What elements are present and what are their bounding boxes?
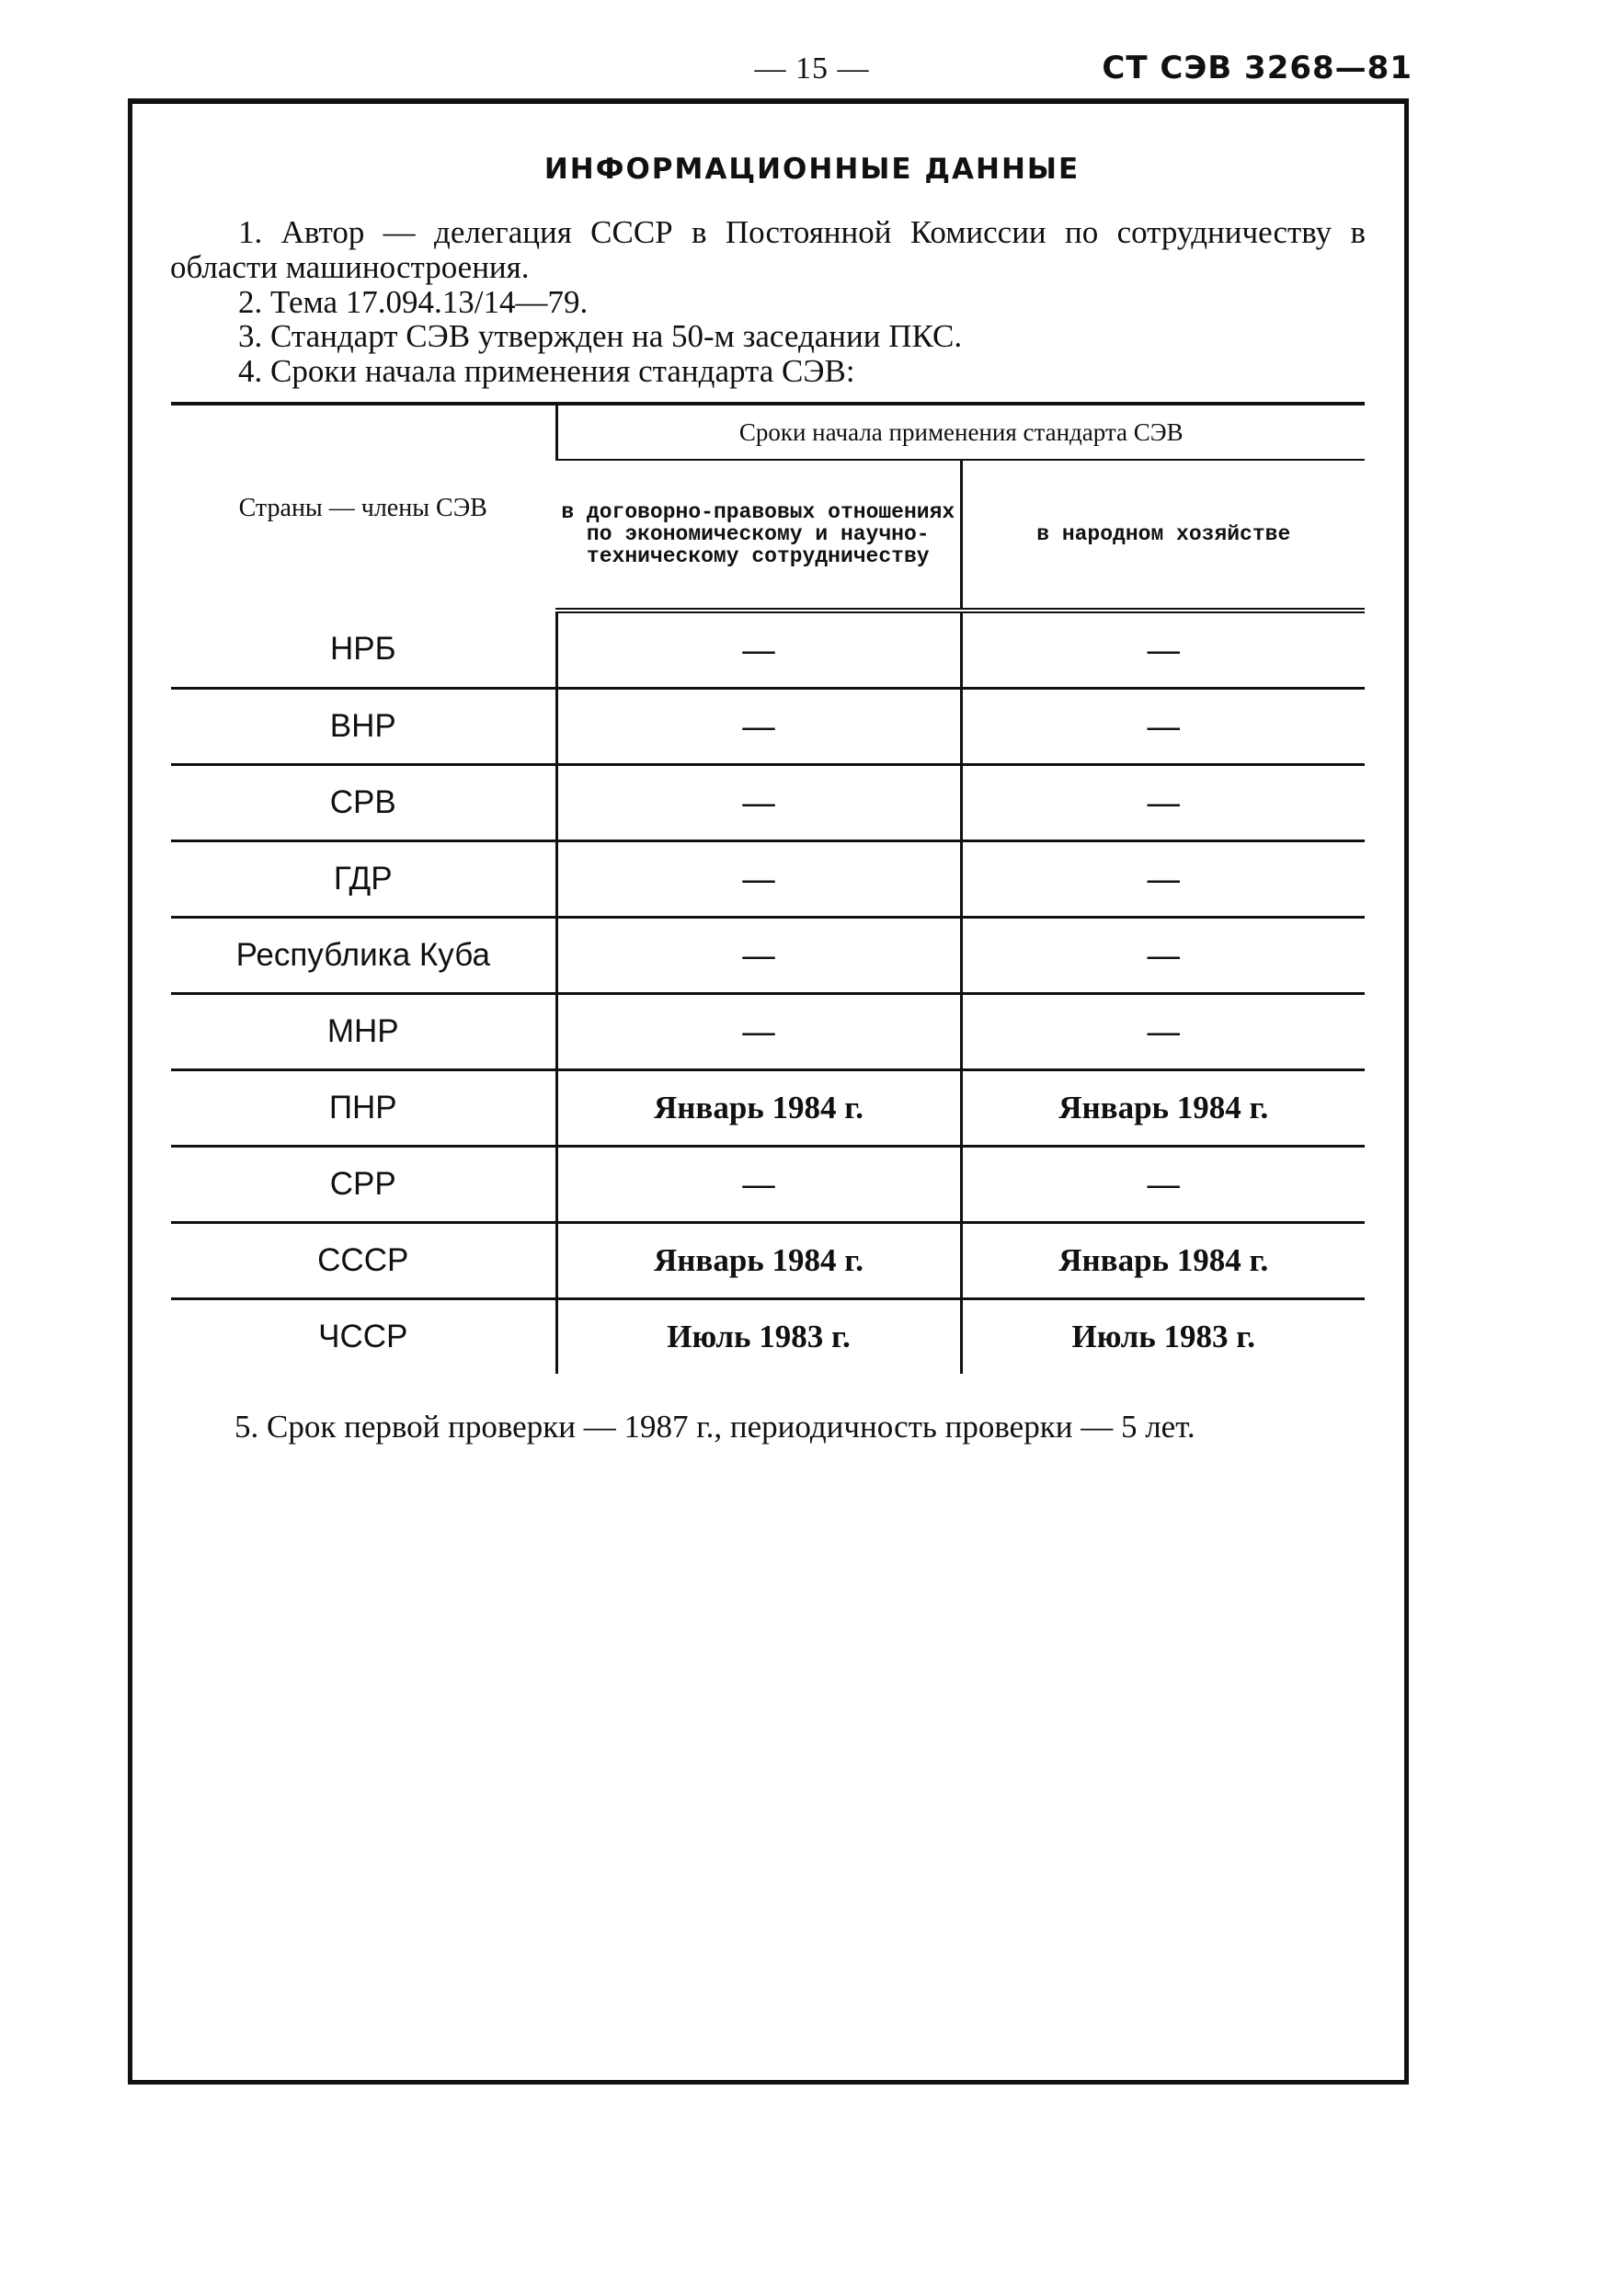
country-cell: СССР xyxy=(171,1223,556,1299)
contract-date-cell: Январь 1984 г. xyxy=(556,1070,961,1147)
contract-date-cell: — xyxy=(556,765,961,841)
country-cell: МНР xyxy=(171,994,556,1070)
application-dates-table xyxy=(171,402,1365,1374)
header-contract-relations: в договорно-правовых отношениях по экономическому и научно-техническому сотрудничеству xyxy=(556,460,961,611)
economy-date-cell: — xyxy=(961,841,1365,918)
page-number: — 15 — xyxy=(754,51,870,86)
contract-date-cell: — xyxy=(556,611,961,689)
country-cell: ВНР xyxy=(171,689,556,765)
table-row xyxy=(171,1299,1365,1375)
contract-date-cell: Январь 1984 г. xyxy=(556,1223,961,1299)
header-national-economy: в народном хозяйстве xyxy=(961,460,1365,611)
table-row xyxy=(171,611,1365,689)
table-row xyxy=(171,689,1365,765)
country-cell: НРБ xyxy=(171,611,556,689)
contract-date-cell: — xyxy=(556,918,961,994)
table-row xyxy=(171,765,1365,841)
country-cell: Республика Куба xyxy=(171,918,556,994)
header-application-dates: Сроки начала применения стандарта СЭВ xyxy=(556,404,1365,460)
economy-date-cell: — xyxy=(961,611,1365,689)
economy-date-cell: — xyxy=(961,918,1365,994)
table-row xyxy=(171,994,1365,1070)
table-row xyxy=(171,918,1365,994)
table-row xyxy=(171,1070,1365,1147)
economy-date-cell: Июль 1983 г. xyxy=(961,1299,1365,1375)
info-items xyxy=(170,215,1366,389)
table-row xyxy=(171,1223,1365,1299)
table-row xyxy=(171,1147,1365,1223)
economy-date-cell: — xyxy=(961,994,1365,1070)
contract-date-cell: Июль 1983 г. xyxy=(556,1299,961,1375)
contract-date-cell: — xyxy=(556,994,961,1070)
country-cell: ЧССР xyxy=(318,1319,408,1354)
country-cell: ПНР xyxy=(171,1070,556,1147)
economy-date-cell: — xyxy=(961,689,1365,765)
header-countries: Страны — члены СЭВ xyxy=(171,404,556,611)
item-author: 1. Автор — делегация СССР в Постоянной Комиссии по сотрудничеству в области машиностроения. xyxy=(170,214,1366,285)
economy-date-cell: — xyxy=(961,765,1365,841)
country-cell: ГДР xyxy=(171,841,556,918)
economy-date-cell: Январь 1984 г. xyxy=(961,1070,1365,1147)
document-code: СТ СЭВ 3268—81 xyxy=(1102,50,1412,86)
country-cell: СРР xyxy=(171,1147,556,1223)
item-review-period: 5. Срок первой проверки — 1987 г., периодичность проверки — 5 лет. xyxy=(234,1409,1195,1445)
contract-date-cell: — xyxy=(556,689,961,765)
economy-date-cell: — xyxy=(961,1147,1365,1223)
section-title: ИНФОРМАЦИОННЫЕ ДАННЫЕ xyxy=(543,153,1081,186)
item-dates-intro: 4. Сроки начала применения стандарта СЭВ: xyxy=(238,353,855,390)
table-row xyxy=(171,841,1365,918)
economy-date-cell: Январь 1984 г. xyxy=(961,1223,1365,1299)
country-cell: СРВ xyxy=(171,765,556,841)
contract-date-cell: — xyxy=(556,841,961,918)
item-topic: 2. Тема 17.094.13/14—79. xyxy=(238,283,589,320)
contract-date-cell: — xyxy=(556,1147,961,1223)
item-approval: 3. Стандарт СЭВ утвержден на 50-м заседании ПКС. xyxy=(238,318,963,355)
